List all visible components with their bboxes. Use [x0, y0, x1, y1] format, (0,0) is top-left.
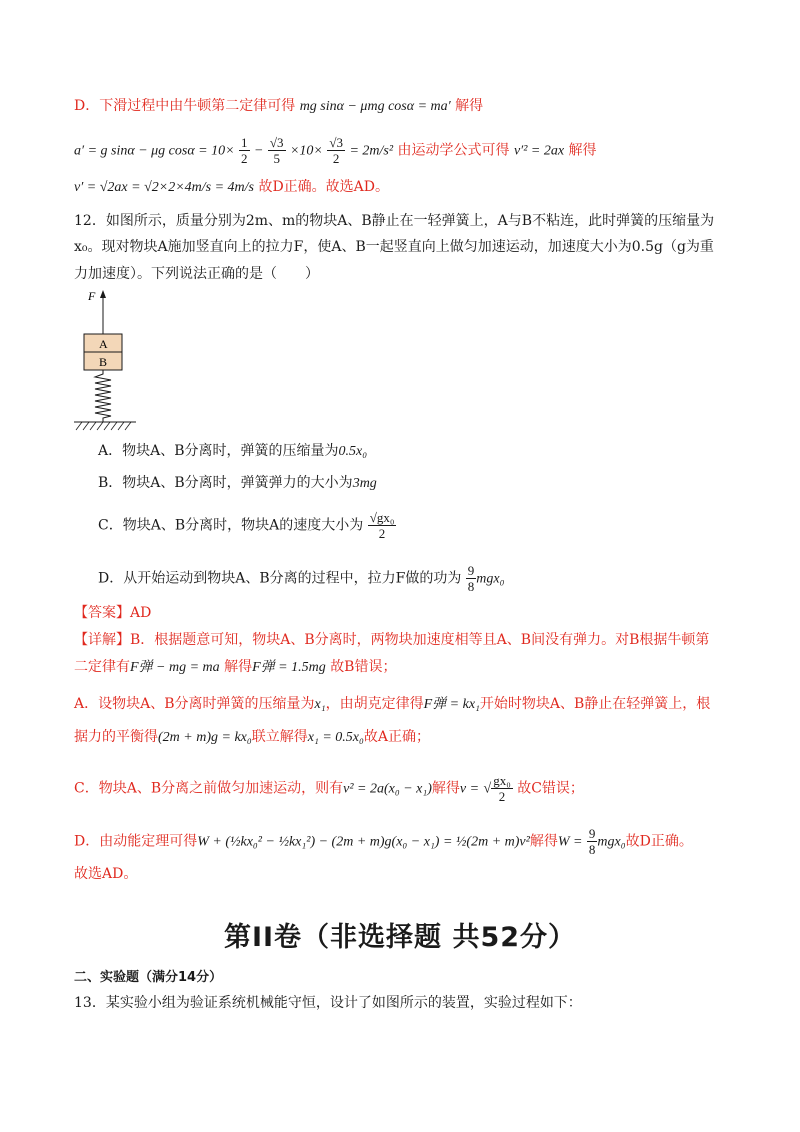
answer-label: 【答案】AD: [74, 605, 152, 621]
option-c-fraction: [368, 510, 397, 541]
block-a-label: A: [99, 337, 108, 351]
c-eq: v² = 2a(x₀ − x₁): [343, 781, 432, 797]
option-d-tail: mgx₀: [476, 571, 505, 587]
option-c-num: √gx₀: [369, 510, 395, 525]
question-13: 13．某实验小组为验证系统机械能守恒，设计了如图所示的装置，实验过程如下：: [74, 995, 582, 1011]
detail-2-eq2: F弹 = 1.5mg: [252, 660, 326, 675]
frac-sqrt3-5: $\frac{√3}{5}$: [269, 135, 284, 166]
c-b: 解得: [431, 780, 460, 797]
d-den: 8: [588, 842, 596, 857]
prev-d-line3: [74, 177, 389, 198]
prev-d-eq4: v′ = √2ax = √2×2×4m/s = 4m/s: [74, 180, 254, 195]
c-fraction: [491, 773, 513, 804]
option-a-value: 0.5x₀: [338, 444, 368, 459]
question-line2: x₀。现对物块A施加竖直向上的拉力F，使A、B一起竖直向上做匀加速运动，加速度大小为0.5g（g为重: [74, 239, 714, 255]
c-sqrt: √: [483, 781, 492, 797]
prev-d-lead: D．下滑过程中由牛顿第二定律可得: [74, 98, 296, 114]
d-b: 解得: [529, 833, 558, 850]
option-b: [98, 473, 377, 494]
d-fraction: [587, 826, 598, 857]
c-c: 故C错误；: [517, 780, 584, 797]
a-1b: ，由胡克定律得: [325, 696, 424, 712]
option-d: [98, 563, 505, 594]
d-num: 9: [588, 826, 596, 841]
c-num: gx₀: [493, 773, 511, 788]
a-2eq: (2m + m)g = kx₀: [158, 730, 252, 745]
a-1a: A．设物块A、B分离时弹簧的压缩量为: [74, 696, 315, 712]
prev-d-eq2b: −: [253, 143, 264, 159]
prev-d-eq4note: 故D正确。故选AD。: [258, 179, 390, 195]
force-label: F: [88, 289, 96, 303]
a-2c: 故A正确；: [363, 729, 430, 745]
spring: [95, 370, 111, 422]
answer-a-line1: [74, 694, 710, 715]
d-eq2: W =: [557, 834, 583, 850]
option-b-text: B．物块A、B分离时，弹簧弹力的大小为: [98, 475, 353, 491]
answer-d-line: [74, 826, 693, 857]
force-arrow-head: [100, 290, 106, 298]
question-line3: 力加速度）。下列说法正确的是（ ）: [74, 266, 319, 282]
detail-2c: 故B错误；: [330, 659, 397, 675]
spring-block-figure: [74, 288, 164, 433]
a-1eq: F弹 = kx₁: [423, 697, 480, 712]
prev-d-eq3: v′² = 2ax: [513, 143, 565, 159]
part2-title: 第II卷（非选择题 共52分）: [223, 922, 577, 953]
prev-d-jiede2: 解得: [568, 142, 597, 159]
answer-c-line: [74, 773, 584, 804]
answer-final: 故选AD。: [74, 866, 138, 882]
prev-d-line2: [74, 135, 597, 166]
prev-d-jiede: 解得: [455, 98, 484, 114]
block-b-label: B: [99, 355, 108, 369]
option-a-text: A．物块A、B分离时，弹簧的压缩量为: [98, 443, 339, 459]
c-a: C．物块A、B分离之前做匀加速运动，则有: [74, 780, 344, 797]
option-c-text: C．物块A、B分离时，物块A的速度大小为: [98, 517, 364, 534]
option-d-fraction: [466, 563, 477, 594]
section2-heading: 二、实验题（满分14分）: [74, 970, 223, 985]
spring-diagram: [74, 288, 164, 433]
prev-d-eq2d: = 2m/s²: [349, 143, 394, 159]
question-line1: 12．如图所示，质量分别为2m、m的物块A、B静止在一轻弹簧上，A与B不粘连，此时弹簧的压缩量为: [74, 213, 715, 229]
detail-2-eq: F弹 − mg = ma: [130, 660, 220, 675]
ground-hatch: [76, 422, 131, 430]
frac-1-2: $\frac{1}{2}$: [241, 135, 248, 166]
prev-d-eq2a: a′ = g sinα − μg cosα = 10×: [74, 143, 235, 159]
a-1c: 开始时物块A、B静止在轻弹簧上，根: [479, 696, 711, 712]
a-1x: x₁: [314, 697, 326, 712]
option-c: [98, 510, 396, 541]
option-d-num: 9: [467, 563, 475, 578]
a-2b: 联立解得: [251, 729, 308, 745]
option-d-den: 8: [467, 579, 475, 594]
answer-detail-2: [74, 657, 396, 678]
detail-2b: 解得: [224, 659, 253, 675]
option-b-value: 3mg: [352, 476, 377, 491]
d-a: D．由动能定理可得: [74, 833, 198, 850]
c-eq2: v =: [459, 781, 480, 797]
frac-sqrt3-2: $\frac{√3}{2}$: [329, 135, 343, 166]
option-d-text: D．从开始运动到物块A、B分离的过程中，拉力F做的功为: [98, 570, 462, 587]
prev-d-eq2c: ×10×: [289, 143, 323, 159]
prev-d-eq1: mg sinα − μmg cosα = ma′: [299, 99, 451, 114]
answer-a-line2: [74, 727, 430, 748]
prev-d-line1: [74, 96, 483, 117]
detail-2a: 二定律有: [74, 659, 130, 675]
d-tail: mgx₀: [597, 834, 626, 850]
option-a: [98, 441, 367, 462]
prev-d-eq2note: 由运动学公式可得: [397, 142, 510, 159]
d-c: 故D正确。: [625, 833, 693, 850]
a-2eq2: x₁ = 0.5x₀: [307, 730, 364, 745]
option-c-den: 2: [378, 526, 386, 541]
a-2a: 据力的平衡得: [74, 729, 158, 745]
d-eq: W + (½kx₀² − ½kx₁²) − (2m + m)g(x₀ − x₁) = ½(2m + m)v²: [197, 834, 530, 850]
answer-detail-1: 【详解】B．根据题意可知，物块A、B分离时，两物块加速度相等且A、B间没有弹力。对B根据牛顿第: [74, 632, 710, 648]
c-den: 2: [498, 789, 506, 804]
